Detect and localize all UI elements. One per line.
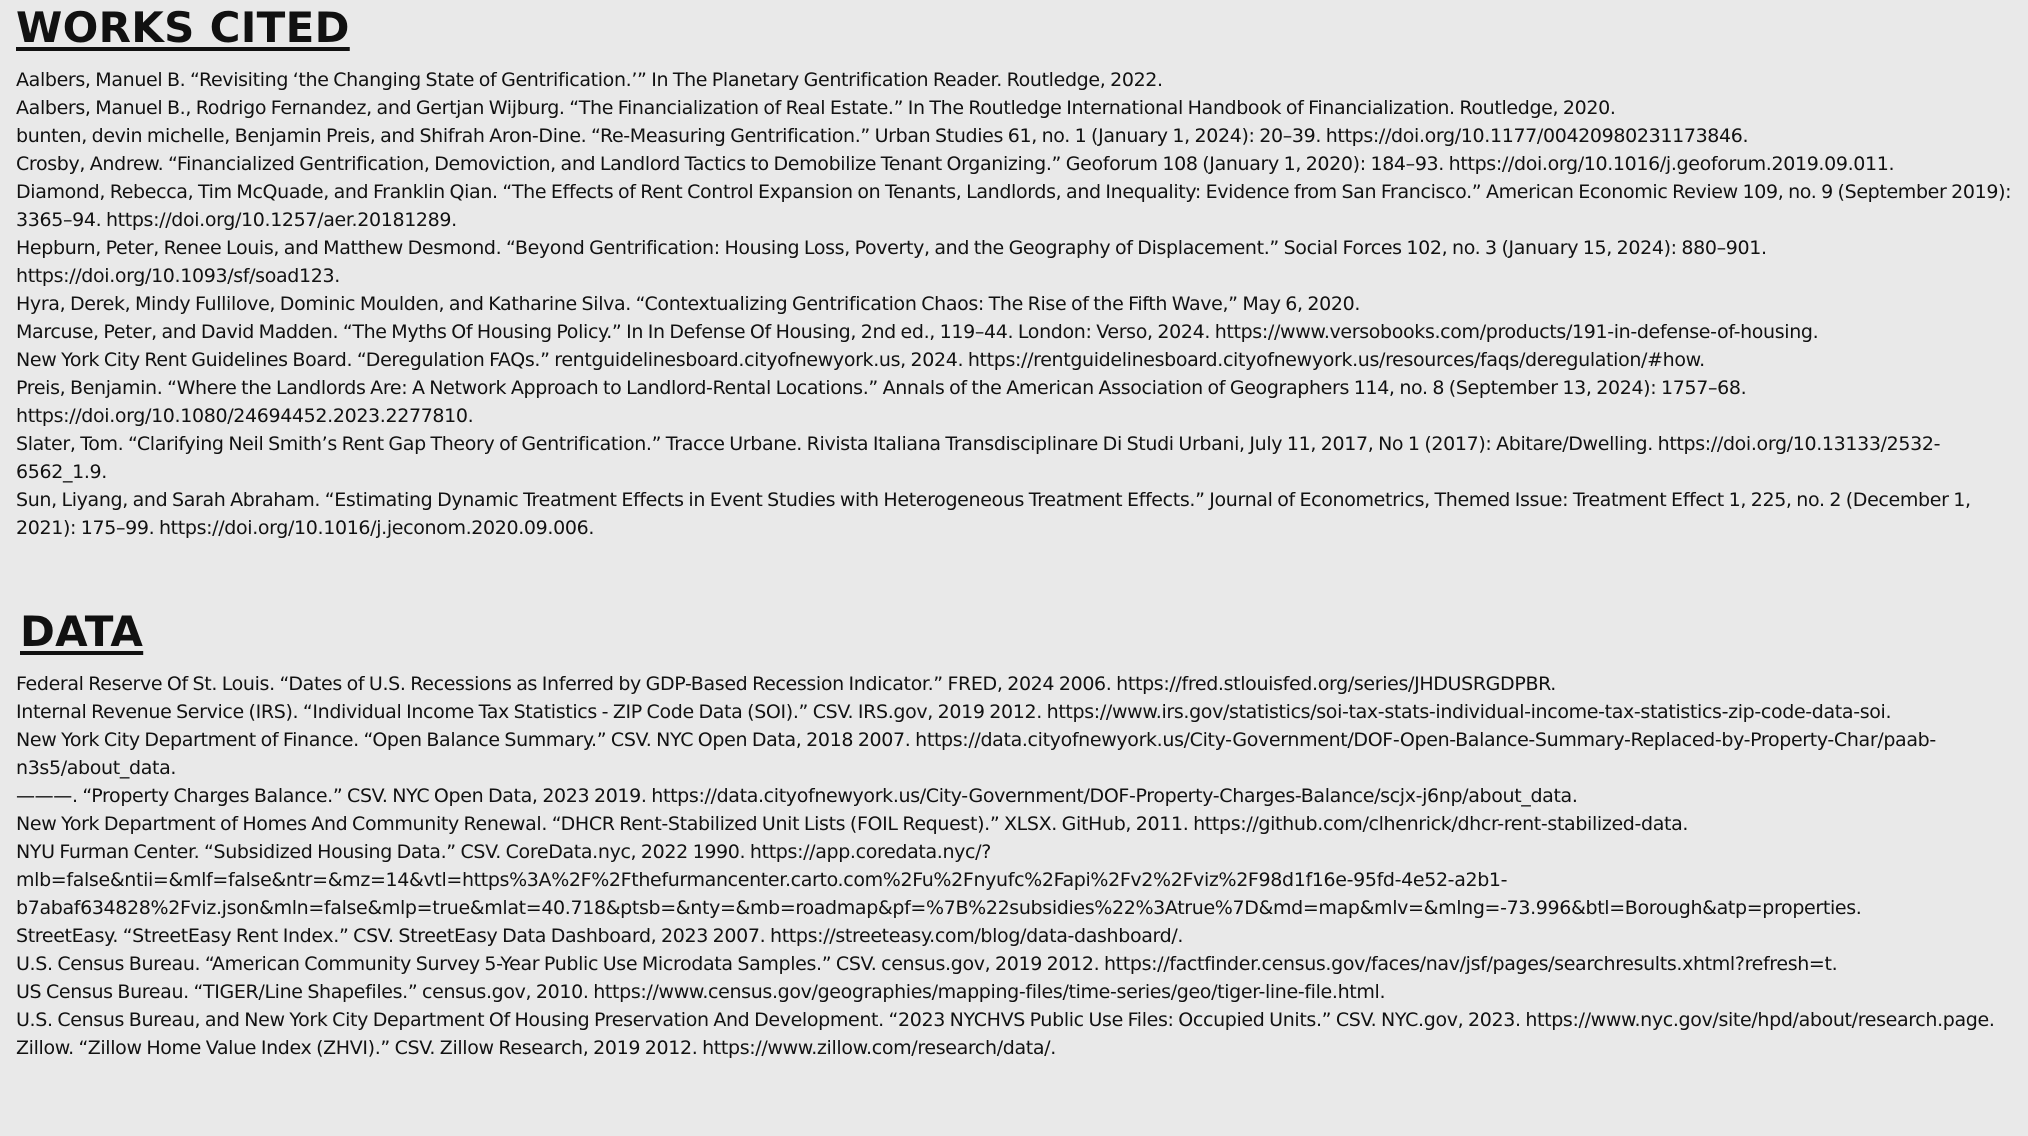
works-cited-entry: Hepburn, Peter, Renee Louis, and Matthew Desmond. “Beyond Gentrification: Housing Loss, Poverty, and the Geography of Displacement.” Social Forces 102, no. 3 (January 15, 2024): 880–901. https://doi.org/10.1093/sf/soad123. (16, 237, 1767, 287)
data-source-entry: Internal Revenue Service (IRS). “Individual Income Tax Statistics - ZIP Code Data (SOI).” CSV. IRS.gov, 2019 2012. https://www.irs.gov/statistics/soi-tax-stats-individual-income-tax-statistics-zip-code-data-soi. (16, 701, 1892, 723)
data-source-entry: US Census Bureau. “TIGER/Line Shapefiles.” census.gov, 2010. https://www.census.gov/geographies/mapping-files/time-series/geo/tiger-line-file.html. (16, 981, 1386, 1003)
data-heading: DATA (20, 607, 144, 656)
data-source-entry: U.S. Census Bureau, and New York City Department Of Housing Preservation And Development. “2023 NYCHVS Public Use Files: Occupied Units.” CSV. NYC.gov, 2023. https://www.nyc.gov/site/hpd/about/research.page. (16, 1009, 1995, 1031)
data-source-entry: U.S. Census Bureau. “American Community Survey 5-Year Public Use Microdata Samples.” CSV. census.gov, 2019 2012. https://factfinder.census.gov/faces/nav/jsf/pages/searchresults.xhtml?refresh=t. (16, 953, 1838, 975)
data-source-entry: NYU Furman Center. “Subsidized Housing Data.” CSV. CoreData.nyc, 2022 1990. https://app.coredata.nyc/?mlb=false&ntii=&mlf=false&ntr=&mz=14&vtl=https%3A%2F%2Fthefurmancenter.carto.com%2Fu%2Fnyufc%2Fapi%2Fv2%2Fviz%2F98d1f16e-95fd-4e52-a2b1-b7abaf634828%2Fviz.json&mln=false&mlp=true&mlat=40.718&ptsb=&nty=&mb=roadmap&pf=%7B%22subsidies%22%3Atrue%7D&md=map&mlv=&mlng=-73.996&btl=Borough&atp=properties. (16, 841, 1862, 919)
works-cited-entry: Preis, Benjamin. “Where the Landlords Are: A Network Approach to Landlord-Rental Locations.” Annals of the American Association of Geographers 114, no. 8 (September 13, 2024): 1757–68. https://doi.org/10.1080/24694452.2023.2277810. (16, 377, 1747, 427)
works-cited-entry: New York City Rent Guidelines Board. “Deregulation FAQs.” rentguidelinesboard.cityofnewyork.us, 2024. https://rentguidelinesboard.cityofnewyork.us/resources/faqs/deregulation/#how. (16, 349, 1705, 371)
works-cited-list (16, 66, 2014, 542)
data-sources-list (16, 670, 2014, 1062)
works-cited-entry: Aalbers, Manuel B. “Revisiting ‘the Changing State of Gentrification.’” In The Planetary Gentrification Reader. Routledge, 2022. (16, 69, 1163, 91)
data-source-entry: Zillow. “Zillow Home Value Index (ZHVI).” CSV. Zillow Research, 2019 2012. https://www.zillow.com/research/data/. (16, 1037, 1056, 1059)
works-cited-entry: Marcuse, Peter, and David Madden. “The Myths Of Housing Policy.” In In Defense Of Housing, 2nd ed., 119–44. London: Verso, 2024. https://www.versobooks.com/products/191-in-defense-of-housing. (16, 321, 1819, 343)
data-source-entry: New York City Department of Finance. “Open Balance Summary.” CSV. NYC Open Data, 2018 2007. https://data.cityofnewyork.us/City-Government/DOF-Open-Balance-Summary-Replaced-by-Property-Char/paab-n3s5/about_data. (16, 729, 1936, 779)
data-source-entry: Federal Reserve Of St. Louis. “Dates of U.S. Recessions as Inferred by GDP-Based Recession Indicator.” FRED, 2024 2006. https://fred.stlouisfed.org/series/JHDUSRGDPBR. (16, 673, 1556, 695)
works-cited-entry: Slater, Tom. “Clarifying Neil Smith’s Rent Gap Theory of Gentrification.” Tracce Urbane. Rivista Italiana Transdisciplinare Di Studi Urbani, July 11, 2017, No 1 (2017): Abitare/Dwelling. https://doi.org/10.13133/2532-6562_1.9. (16, 433, 1941, 483)
works-cited-entry: Sun, Liyang, and Sarah Abraham. “Estimating Dynamic Treatment Effects in Event Studies with Heterogeneous Treatment Effects.” Journal of Econometrics, Themed Issue: Treatment Effect 1, 225, no. 2 (December 1, 2021): 175–99. https://doi.org/10.1016/j.jeconom.2020.09.006. (16, 489, 1971, 539)
data-source-entry: ———. “Property Charges Balance.” CSV. NYC Open Data, 2023 2019. https://data.cityofnewyork.us/City-Government/DOF-Property-Charges-Balance/scjx-j6np/about_data. (16, 785, 1578, 807)
works-cited-entry: Hyra, Derek, Mindy Fullilove, Dominic Moulden, and Katharine Silva. “Contextualizing Gentrification Chaos: The Rise of the Fifth Wave,” May 6, 2020. (16, 293, 1361, 315)
works-cited-entry: bunten, devin michelle, Benjamin Preis, and Shifrah Aron-Dine. “Re-Measuring Gentrification.” Urban Studies 61, no. 1 (January 1, 2024): 20–39. https://doi.org/10.1177/00420980231173846. (16, 125, 1749, 147)
works-cited-entry: Diamond, Rebecca, Tim McQuade, and Franklin Qian. “The Effects of Rent Control Expansion on Tenants, Landlords, and Inequality: Evidence from San Francisco.” American Economic Review 109, no. 9 (September 2019): 3365–94. https://doi.org/10.1257/aer.20181289. (16, 181, 2012, 231)
works-cited-entry: Aalbers, Manuel B., Rodrigo Fernandez, and Gertjan Wijburg. “The Financialization of Real Estate.” In The Routledge International Handbook of Financialization. Routledge, 2020. (16, 97, 1616, 119)
data-source-entry: New York Department of Homes And Community Renewal. “DHCR Rent-Stabilized Unit Lists (FOIL Request).” XLSX. GitHub, 2011. https://github.com/clhenrick/dhcr-rent-stabilized-data. (16, 813, 1689, 835)
data-source-entry: StreetEasy. “StreetEasy Rent Index.” CSV. StreetEasy Data Dashboard, 2023 2007. https://streeteasy.com/blog/data-dashboard/. (16, 925, 1184, 947)
works-cited-entry: Crosby, Andrew. “Financialized Gentrification, Demoviction, and Landlord Tactics to Demobilize Tenant Organizing.” Geoforum 108 (January 1, 2020): 184–93. https://doi.org/10.1016/j.geoforum.2019.09.011. (16, 153, 1895, 175)
works-cited-heading: WORKS CITED (16, 3, 350, 52)
